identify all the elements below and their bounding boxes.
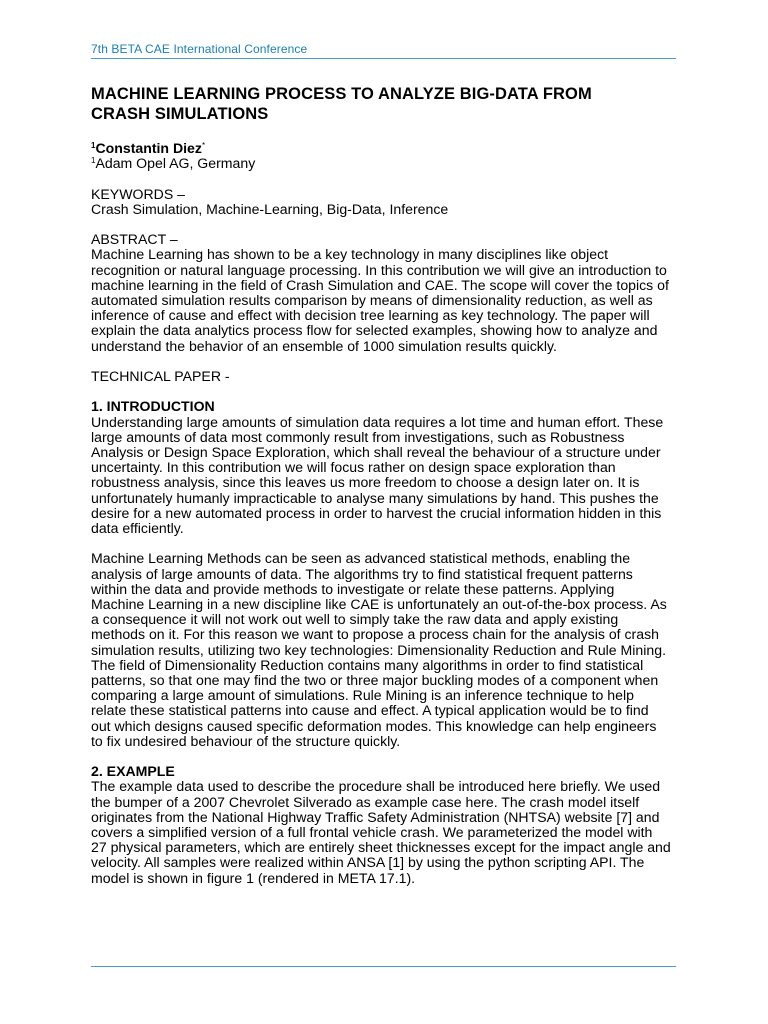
text-line: a consequence it will not work out well to simply take the raw data and apply existing xyxy=(91,611,619,628)
text-line: out which designs caused specific deformation modes. This knowledge can help engineers xyxy=(91,717,657,734)
text-line: Machine Learning in a new discipline like CAE is unfortunately an out-of-the-box process. As xyxy=(91,596,667,613)
text-line: the bumper of a 2007 Chevrolet Silverado as example case here. The crash model itself xyxy=(91,793,640,810)
affiliation-marker: 1 xyxy=(91,141,96,150)
header-divider xyxy=(91,58,676,59)
text-line: The field of Dimensionality Reduction contains many algorithms in order to find statistical xyxy=(91,656,644,673)
author-line xyxy=(91,141,681,156)
text-line: data efficiently. xyxy=(91,520,184,537)
text-line: automated simulation results comparison by means of dimensionality reduction, as well as xyxy=(91,292,653,308)
text-line: machine learning in the field of Crash Simulation and CAE. The scope will cover the topics of xyxy=(91,276,669,293)
text-line: methods on it. For this reason we want to propose a process chain for the analysis of crash xyxy=(91,626,659,643)
text-line: velocity. All samples were realized within ANSA [1] by using the python scripting API. The xyxy=(91,854,645,871)
text-line: inference of cause and effect with decision tree learning as key technology. The paper will xyxy=(91,307,650,324)
text-line: recognition or natural language processing. In this contribution we will give an introduction to xyxy=(91,261,667,278)
text-line: understand the behavior of an ensemble of 1000 simulation results quickly. xyxy=(91,337,557,354)
paragraph xyxy=(91,415,681,537)
paper-body xyxy=(91,84,681,886)
text-line: Machine Learning has shown to be a key technology in many disciplines like object xyxy=(91,246,609,263)
keywords-text: Crash Simulation, Machine-Learning, Big-Data, Inference xyxy=(91,200,449,217)
abstract-text xyxy=(91,247,681,353)
section-heading-introduction: 1. INTRODUCTION xyxy=(91,398,215,415)
text-line: originates from the National Highway Traffic Safety Administration (NHTSA) website [7] and xyxy=(91,808,660,825)
footer-divider xyxy=(91,966,676,967)
corresponding-marker: * xyxy=(201,141,206,150)
conference-header: 7th BETA CAE International Conference xyxy=(91,42,308,56)
text-line: uncertainty. In this contribution we will focus rather on design space exploration than xyxy=(91,459,616,476)
text-line: relate these statistical patterns into cause and effect. A typical application would be to find xyxy=(91,702,649,719)
title-line: MACHINE LEARNING PROCESS TO ANALYZE BIG-DATA FROM xyxy=(91,85,592,103)
text-line: Machine Learning Methods can be seen as advanced statistical methods, enabling the xyxy=(91,550,631,567)
text-line: 27 physical parameters, which are entirely sheet thicknesses except for the impact angle and xyxy=(91,839,671,856)
text-line: Analysis or Design Space Exploration, which shall reveal the behaviour of a structure under xyxy=(91,444,661,460)
text-line: to fix undesired behaviour of the structure quickly. xyxy=(91,732,401,749)
title-line: CRASH SIMULATIONS xyxy=(91,105,269,123)
paper-title xyxy=(91,84,681,124)
technical-paper-label: TECHNICAL PAPER - xyxy=(91,368,230,384)
text-line: large amounts of data most commonly result from investigations, such as Robustness xyxy=(91,428,625,445)
keywords-label: KEYWORDS – xyxy=(91,185,185,202)
paragraph xyxy=(91,779,681,885)
affiliation-text: Adam Opel AG, Germany xyxy=(95,155,256,172)
text-line: simulation results, utilizing two key technologies: Dimensionality Reduction and Rule Mining. xyxy=(91,641,666,658)
text-line: model is shown in figure 1 (rendered in META 17.1). xyxy=(91,869,416,886)
affiliation-line xyxy=(91,156,681,171)
text-line: Understanding large amounts of simulation data requires a lot time and human effort. These xyxy=(91,413,664,430)
text-line: covers a simplified version of a full frontal vehicle crash. We parameterized the model with xyxy=(91,824,653,841)
text-line: analysis of large amounts of data. The algorithms try to find statistical frequent patterns xyxy=(91,565,633,582)
abstract-label: ABSTRACT – xyxy=(91,231,178,248)
affiliation-marker: 1 xyxy=(91,156,96,166)
text-line: explain the data analytics process flow for selected examples, showing how to analyze and xyxy=(91,322,658,339)
text-line: The example data used to describe the procedure shall be introduced here briefly. We used xyxy=(91,778,661,795)
text-line: desire for a new automated process in order to harvest the crucial information hidden in this xyxy=(91,504,662,521)
paragraph xyxy=(91,551,681,749)
text-line: within the data and provide methods to investigate or relate these patterns. Applying xyxy=(91,580,615,597)
section-heading-example: 2. EXAMPLE xyxy=(91,763,175,780)
text-line: comparing a large amount of simulations. Rule Mining is an inference technique to help xyxy=(91,687,634,704)
text-line: unfortunately humanly impracticable to analyse many simulations by hand. This pushes the xyxy=(91,489,659,506)
text-line: patterns, so that one may find the two or three major buckling modes of a component when xyxy=(91,672,659,689)
front-matter xyxy=(91,141,681,886)
author-name: Constantin Diez xyxy=(95,140,202,156)
text-line: robustness analysis, since this leaves us more freedom to choose a design later on. It is xyxy=(91,474,640,491)
